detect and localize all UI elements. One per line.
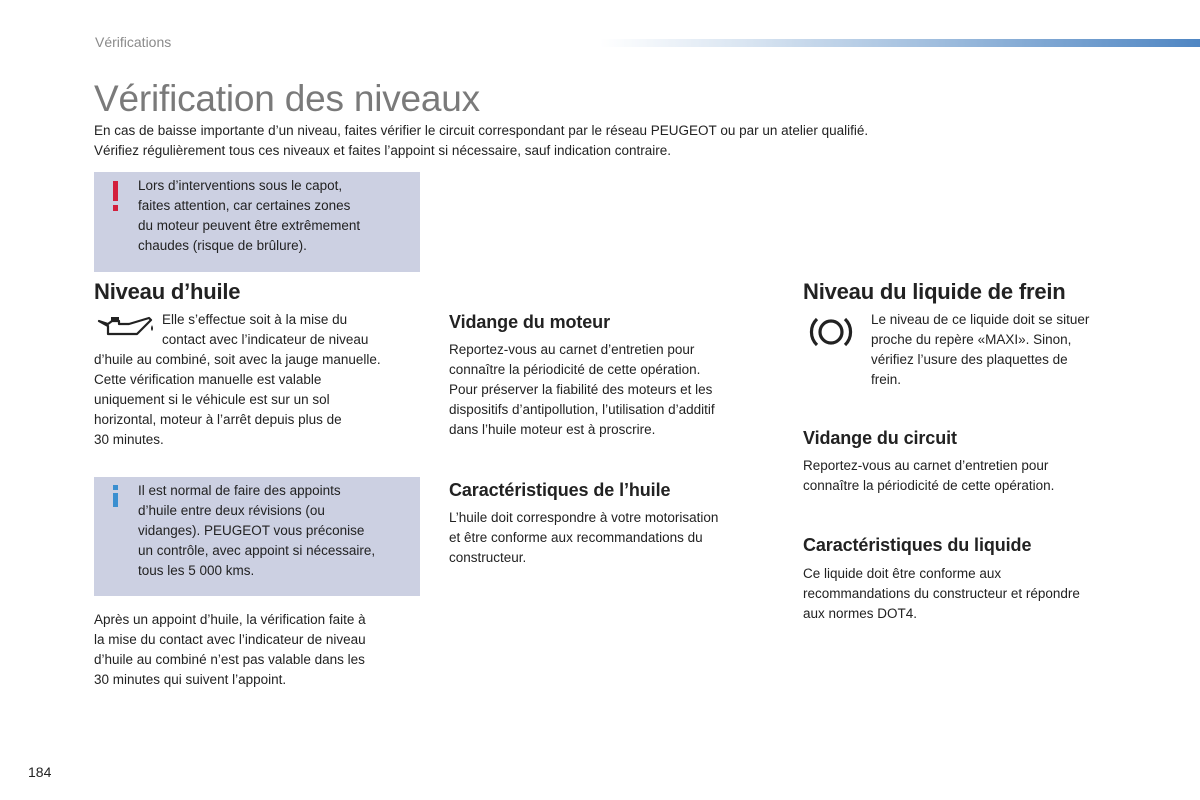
text-line: d’huile entre deux révisions (ou [138,503,325,518]
text-line: chaudes (risque de brûlure). [138,238,307,253]
fluid-specs-text [803,564,1143,624]
text-line: horizontal, moteur à l’arrêt depuis plus de [94,412,342,427]
header-accent-bar [600,39,1200,47]
text-line: Il est normal de faire des appoints [138,483,341,498]
text-line: dispositifs d’antipollution, l’utilisation d’additif [449,402,715,417]
text-line: dans l’huile moteur est à proscrire. [449,422,656,437]
engine-drain-heading: Vidange du moteur [449,312,610,332]
oil-specs-text [449,508,769,568]
text-line: Reportez-vous au carnet d’entretien pour [449,342,695,357]
info-note [94,477,420,596]
text-line: Ce liquide doit être conforme aux [803,566,1002,581]
oil-level-text [94,350,424,450]
text-line: connaître la périodicité de cette opération. [803,478,1055,493]
text-line: du moteur peuvent être extrêmement [138,218,361,233]
text-line: Pour préserver la fiabilité des moteurs et les [449,382,713,397]
after-topup-text [94,610,424,690]
text-line: Cette vérification manuelle est valable [94,372,322,387]
text-line: faites attention, car certaines zones [138,198,351,213]
text-line: proche du repère «MAXI». Sinon, [871,332,1072,347]
text-line: la mise du contact avec l’indicateur de niveau [94,632,366,647]
brake-fluid-heading: Niveau du liquide de frein [803,279,1066,304]
text-line: connaître la périodicité de cette opération. [449,362,701,377]
oil-specs-heading: Caractéristiques de l’huile [449,480,671,500]
text-line: d’huile au combiné n’est pas valable dans les [94,652,365,667]
text-line: Reportez-vous au carnet d’entretien pour [803,458,1049,473]
text-line: frein. [871,372,902,387]
text-line: L’huile doit correspondre à votre motorisation [449,510,719,525]
text-line: Le niveau de ce liquide doit se situer [871,312,1090,327]
text-line: recommandations du constructeur et répondre [803,586,1080,601]
page-title: Vérification des niveaux [94,78,480,119]
engine-drain-text [449,340,769,440]
oil-level-heading: Niveau d’huile [94,279,241,304]
text-line: 30 minutes qui suivent l’appoint. [94,672,287,687]
text-line: Elle s’effectue soit à la mise du [162,312,348,327]
text-line: un contrôle, avec appoint si nécessaire, [138,543,376,558]
brake-fluid-text [871,310,1161,390]
text-line: tous les 5 000 kms. [138,563,255,578]
text-line: d’huile au combiné, soit avec la jauge manuelle. [94,352,381,367]
text-line: contact avec l’indicateur de niveau [162,332,369,347]
text-line: et être conforme aux recommandations du [449,530,703,545]
brake-warning-icon [805,312,857,352]
fluid-specs-heading: Caractéristiques du liquide [803,535,1032,555]
circuit-drain-text [803,456,1143,496]
warning-text [138,176,408,256]
oil-level-text-indented [162,310,422,350]
text-line: 30 minutes. [94,432,164,447]
oil-can-icon [95,312,155,344]
text-line: aux normes DOT4. [803,606,918,621]
intro-text [94,121,1104,161]
text-line: uniquement si le véhicule est sur un sol [94,392,330,407]
text-line: Après un appoint d’huile, la vérification faite à [94,612,366,627]
page-number: 184 [28,764,52,780]
info-text [138,481,408,581]
text-line: constructeur. [449,550,527,565]
text-line: vidanges). PEUGEOT vous préconise [138,523,365,538]
warning-note [94,172,420,272]
text-line: Lors d’interventions sous le capot, [138,178,343,193]
text-line: vérifiez l’usure des plaquettes de [871,352,1068,367]
intro-line: Vérifiez régulièrement tous ces niveaux et faites l’appoint si nécessaire, sauf indication contraire. [94,143,672,158]
circuit-drain-heading: Vidange du circuit [803,428,957,448]
section-label: Vérifications [95,34,172,50]
intro-line: En cas de baisse importante d’un niveau, faites vérifier le circuit correspondant par le réseau PEUGEOT ou par un atelier qualifié. [94,123,869,138]
